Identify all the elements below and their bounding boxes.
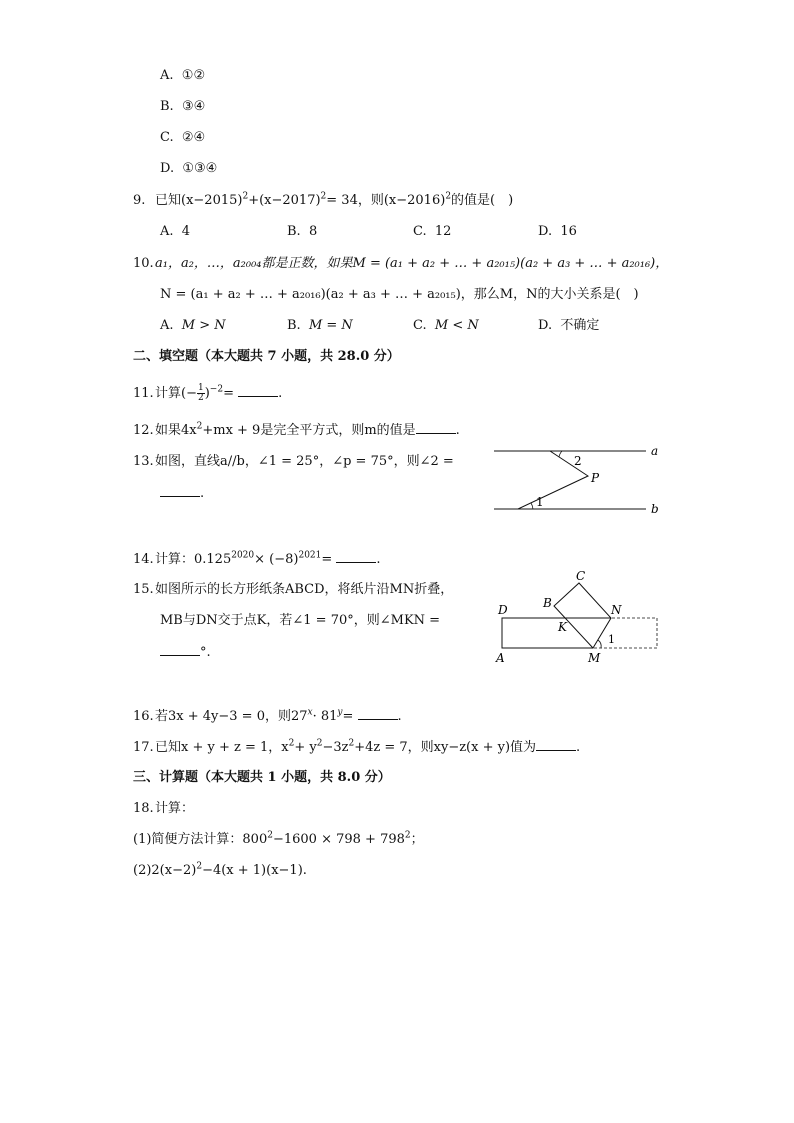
label-2: 2 bbox=[574, 454, 582, 468]
strip-remaining bbox=[502, 618, 611, 648]
q12: 12.如果$4x^2+mx + 9$是完全平方式，则m的值是 . bbox=[133, 421, 460, 438]
folded-flap bbox=[554, 583, 611, 648]
q10-option-a: A. M > N bbox=[160, 318, 226, 333]
label-d: D bbox=[498, 603, 508, 617]
label-1: 1 bbox=[536, 495, 544, 509]
q9-option-d: D. 16 bbox=[538, 224, 577, 239]
q9-option-a: A. 4 bbox=[160, 224, 191, 239]
q11-answer-blank bbox=[238, 384, 278, 397]
q9-option-b: B. 8 bbox=[287, 224, 318, 239]
q8-option-c: C. ②④ bbox=[160, 130, 206, 145]
q10-option-c: C. M < N bbox=[413, 318, 479, 333]
q15-answer-blank bbox=[160, 643, 200, 656]
q15-line3: °. bbox=[160, 643, 211, 662]
figure-15-folded-strip bbox=[494, 566, 664, 670]
label-b: b bbox=[651, 502, 659, 516]
q14: 14.计算：$0.125^{2020}\times (-8)^{2021}=$ . bbox=[133, 550, 381, 567]
q8-option-b: B. ③④ bbox=[160, 99, 206, 114]
angle-1-arc bbox=[598, 640, 601, 648]
angle-1-arc bbox=[531, 503, 533, 509]
q10-option-b: B. M = N bbox=[287, 318, 353, 333]
label-n: N bbox=[611, 603, 622, 617]
q13-line1: 13.如图，直线a//b，∠1 = 25°，∠p = 75°，则∠2 = bbox=[133, 454, 454, 469]
q11: 11.计算(− $\frac{1}{2}$ )$^{-2}$= . bbox=[133, 383, 283, 403]
label-b: B bbox=[543, 596, 552, 610]
q15-line1: 15.如图所示的长方形纸条ABCD，将纸片沿MN折叠， bbox=[133, 582, 454, 597]
label-a: A bbox=[496, 651, 505, 665]
section-fill-in-heading: 二、填空题（本大题共 7 小题，共 28.0 分） bbox=[133, 349, 400, 364]
label-1: 1 bbox=[608, 633, 615, 646]
q8-option-a: A. ①② bbox=[160, 68, 206, 83]
q17-answer-blank bbox=[536, 738, 576, 751]
figure-13-parallel-lines bbox=[488, 440, 668, 520]
q16: 16.若3x + 4y−3 = 0，则$27^x\cdot 81^y=$ . bbox=[133, 707, 402, 724]
label-m: M bbox=[588, 651, 601, 665]
q10-option-d: D. 不确定 bbox=[538, 318, 600, 333]
section-calculation-heading: 三、计算题（本大题共 1 小题，共 8.0 分） bbox=[133, 770, 391, 785]
q13-line2: . bbox=[160, 484, 204, 503]
q17: 17.已知x + y + z = 1，$x^2+ y^2-3z^2+4z = 7$，则xy−z(x + y)值为 . bbox=[133, 738, 581, 755]
q9-stem: 9. 已知$(x-2015)^2+(x-2017)^2= 34$，则$(x-2016)^2$的值是( ) bbox=[133, 191, 514, 208]
q13-answer-blank bbox=[160, 484, 200, 497]
q18-title: 18.计算： bbox=[133, 801, 195, 816]
q8-option-d: D. ①③④ bbox=[160, 161, 218, 176]
q12-answer-blank bbox=[416, 421, 456, 434]
q10-line2: N = (a₁ + a₂ + … + a₂₀₁₆)(a₂ + a₃ + … + a₂₀₁₅)，那么M，N的大小关系是( ) bbox=[160, 287, 639, 302]
q9-option-c: C. 12 bbox=[413, 224, 452, 239]
q18-part2: $(2)2(x-2)^2-4(x + 1)(x-1)$. bbox=[133, 861, 307, 878]
label-a: a bbox=[651, 444, 659, 458]
angle-2-arc bbox=[559, 451, 562, 457]
q14-answer-blank bbox=[336, 550, 376, 563]
q18-part1: (1)简便方法计算：$800^2-1600 \times 798 + 798^2$； bbox=[133, 830, 424, 847]
label-c: C bbox=[576, 569, 586, 583]
q15-line2: MB与DN交于点K，若∠1 = 70°，则∠MKN = bbox=[160, 613, 441, 628]
q11-fraction: $\frac{1}{2}$ bbox=[197, 383, 204, 403]
q16-answer-blank bbox=[358, 707, 398, 720]
label-p: P bbox=[591, 471, 600, 485]
label-k: K bbox=[558, 620, 567, 634]
q10-line1: 10.a₁，a₂，…，a₂₀₀₄都是正数，如果M = (a₁ + a₂ + … + a₂₀₁₅)(a₂ + a₃ + … + a₂₀₁₆)， bbox=[133, 256, 669, 271]
